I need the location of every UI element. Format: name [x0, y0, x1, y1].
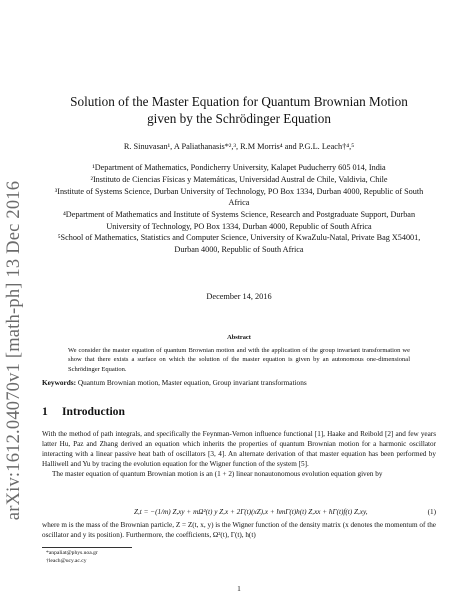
footnote-1: *anpaliat@phys.uoa.gr — [46, 550, 98, 556]
intro-paragraph-3: where m is the mass of the Brownian particle, Z = Z(t, x, y) is the Wigner function of the density matrix (x denotes the momentum of the oscillator and y its position). Furthermore, the coefficients, Ω²(t), Γ(t), h(t) — [42, 521, 436, 539]
paper-title — [42, 93, 436, 127]
master-equation — [42, 507, 436, 521]
affiliation-3: ³Institute of Systems Science, Durban University of Technology, PO Box 1334, Durban 4000, Republic of South Africa — [54, 186, 424, 208]
paper-date: December 14, 2016 — [206, 292, 272, 301]
footnotes — [46, 549, 346, 565]
footnote-2: †leach@ucy.ac.cy — [46, 558, 87, 564]
section-heading — [42, 405, 436, 418]
page-number: 1 — [237, 584, 241, 593]
author-list: R. Sinuvasan¹, A Paliathanasis*²,³, R.M Morris⁴ and P.G.L. Leach†⁴,⁵ — [123, 142, 355, 151]
intro-paragraph-2: The master equation of quantum Brownian motion is an (1 + 2) linear nonautonomous evolution equation given by — [52, 469, 383, 478]
affiliations — [46, 162, 432, 256]
keywords-label: Keywords: — [42, 378, 77, 387]
equation-number: (1) — [427, 508, 436, 516]
title-line-1: Solution of the Master Equation for Quantum Brownian Motion — [70, 94, 408, 109]
keywords-text: Quantum Brownian motion, Master equation, Group invariant transformations — [76, 378, 307, 387]
paper-page — [42, 0, 436, 613]
footnote-rule — [42, 547, 132, 548]
affiliation-1: ¹Department of Mathematics, Pondicherry University, Kalapet Puducherry 605 014, India — [92, 163, 386, 172]
equation-expression: Z,t = −(1/m) Z,xy + mΩ²(t) y Z,x + 2Γ(t)(xZ),x + ħmΓ(t)h(t) Z,xx + ħΓ(t)f(t) Z,xy, — [134, 508, 368, 516]
title-line-2: given by the Schrödinger Equation — [147, 111, 331, 126]
section-title: Introduction — [62, 405, 125, 418]
affiliation-5: ⁵School of Mathematics, Statistics and Computer Science, University of KwaZulu-Natal, Private Bag X54001, Durban 4000, Republic of South Africa — [57, 233, 421, 254]
section-number: 1 — [42, 405, 48, 418]
arxiv-stamp-text: arXiv:1612.04070v1 [math-ph] 13 Dec 2016 — [4, 180, 25, 520]
keywords — [42, 378, 436, 387]
abstract-text: We consider the master equation of quantum Brownian motion and with the application of the group invariant transformation we show that there exists a surface on which the solution of the master equation is given by an autonomous one-dimensional Schrödinger Equation. — [68, 347, 410, 373]
intro-body — [42, 430, 436, 480]
arxiv-stamp — [2, 115, 28, 585]
affiliation-4: ⁴Department of Mathematics and Institute of Systems Science, Research and Postgraduate Support, Durban University of Technology, PO Box 1334, Durban 4000, Republic of South Africa — [62, 210, 416, 231]
affiliation-2: ²Instituto de Ciencias Físicas y Matemáticas, Universidad Austral de Chile, Valdivia, Chile — [90, 174, 388, 184]
abstract-heading: Abstract — [227, 334, 251, 341]
intro-paragraph-1: With the method of path integrals, and specifically the Feynman-Vernon influence functional [1], Haake and Reibold [2] and few years latter Hu, Paz and Zhang derived an equation which inherits the properties of quantum Brownian motion for a harmonic oscillator interacting with a linear passive heat bath of oscillators [3, 4]. An alternate derivation of that master equation has been performed by Halliwell and Yu by tracing the evolution equation for the Wigner function of the system [5]. — [42, 430, 436, 468]
